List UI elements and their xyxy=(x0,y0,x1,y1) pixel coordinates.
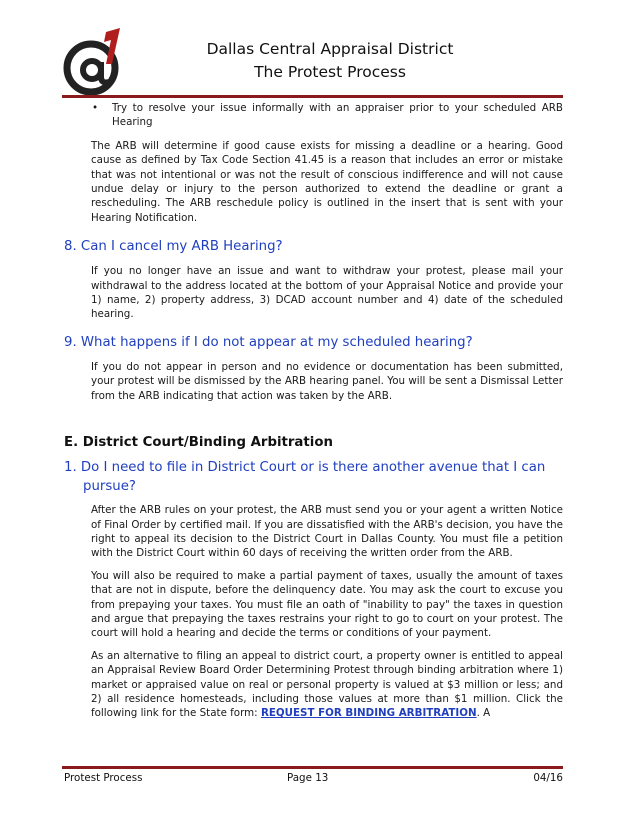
bullet-icon: • xyxy=(92,102,99,114)
header-title: The Protest Process xyxy=(254,63,406,81)
page-content xyxy=(64,101,563,721)
question-8-body: If you no longer have an issue and want to withdraw your protest, please mail your withdrawal to the address located at the bottom of your Appraisal Notice and provide your 1) name, 2) property address, 3) DCAD account number and 4) date of the scheduled hearing. xyxy=(91,265,563,321)
page-number: Page 13 xyxy=(287,772,329,784)
section-e-question-1-heading: 1. Do I need to file in District Court or is there another avenue that I can pursue? xyxy=(64,460,546,495)
dcad-logo xyxy=(62,26,128,98)
footer-left: Protest Process xyxy=(64,772,143,784)
header-org: Dallas Central Appraisal District xyxy=(206,40,454,58)
binding-arbitration-link[interactable]: REQUEST FOR BINDING ARBITRATION xyxy=(260,707,477,720)
intro-bullet: • Try to resolve your issue informally with an appraiser prior to your scheduled ARB Hearing xyxy=(92,102,563,129)
question-8-heading: 8. Can I cancel my ARB Hearing? xyxy=(64,239,283,255)
document-header xyxy=(130,38,530,84)
appeal-paragraph: After the ARB rules on your protest, the ARB must send you or your agent a written Notice of Final Order by certified mail. If you are dissatisfied with the ARB's decision, you have the right to appeal its decision to the District Court in Dallas County. You must file a petition with the District Court within 60 days of receiving the written order from the ARB. xyxy=(91,504,563,560)
section-e-heading: E. District Court/Binding Arbitration xyxy=(64,435,333,451)
good-cause-paragraph: The ARB will determine if good cause exists for missing a deadline or a hearing. Good cause as defined by Tax Code Section 41.45 is a reason that includes an error or mistake that was not intentional or was not the result of conscious indifference and will not cause undue delay or injury to the person authorized to extend the deadline or grant a rescheduling. The ARB reschedule policy is outlined in the insert that is sent with your Hearing Notification. xyxy=(91,139,563,224)
partial-payment-paragraph: You will also be required to make a partial payment of taxes, usually the amount of taxes that are not in dispute, before the delinquency date. You may ask the court to excuse you from prepaying your taxes. You must file an oath of "inability to pay" the taxes in question and argue that prepaying the taxes restrains your right to go to court on your protest. The court will hold a hearing and decide the terms or conditions of your payment. xyxy=(91,569,563,640)
header-rule xyxy=(62,95,563,98)
footer-date: 04/16 xyxy=(533,772,563,784)
footer-rule xyxy=(62,766,563,769)
question-9-body: If you do not appear in person and no evidence or documentation has been submitted, your protest will be dismissed by the ARB hearing panel. You will be sent a Dismissal Letter from the ARB indicating that action was taken by the ARB. xyxy=(91,360,563,402)
question-9-heading: 9. What happens if I do not appear at my scheduled hearing? xyxy=(64,334,473,350)
arbitration-paragraph: As an alternative to filing an appeal to district court, a property owner is entitled to appeal an Appraisal Review Board Order Determining Protest through binding arbitration where 1) market or appraised value on real or personal property is valued at $3 million or less; and 2) all residence homesteads, including those values at more than $1 million. Click the following link for the State form: REQUEST FOR BINDING ARBITRATION. A xyxy=(91,649,563,720)
